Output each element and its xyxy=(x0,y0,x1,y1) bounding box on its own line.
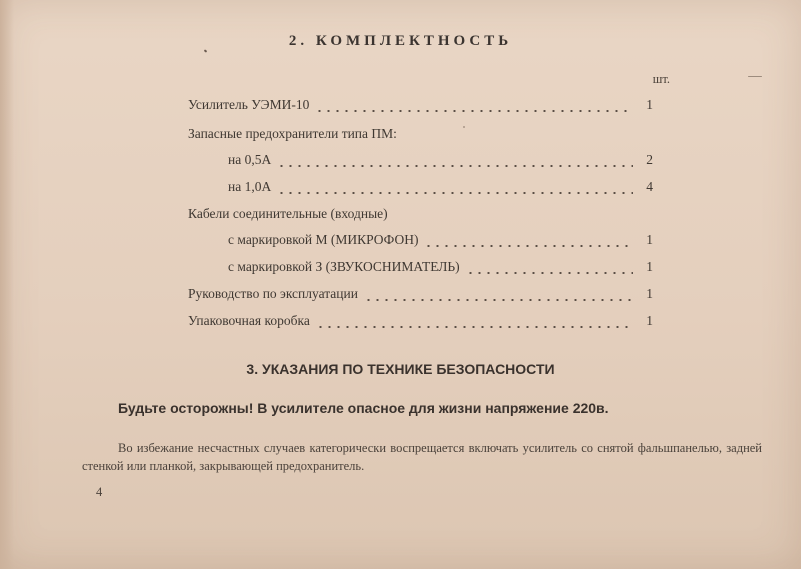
group-heading-fuses: Запасные предохранители типа ПМ: xyxy=(188,126,397,141)
item-label: Руководство по эксплуатации xyxy=(188,286,358,301)
item-qty: 1 xyxy=(646,313,653,328)
list-item xyxy=(188,313,653,333)
safety-paragraph: Во избежание несчастных случаев категорически воспрещается включать усилитель со снятой фальшпанелью, задней стенкой или планкой, закрывающей предохранитель. xyxy=(82,441,762,473)
item-label: на 0,5А xyxy=(228,152,272,167)
list-item xyxy=(228,179,653,199)
dot-leader xyxy=(277,192,633,194)
page-edge-shadow xyxy=(0,0,14,569)
section-title-safety: 3. УКАЗАНИЯ ПО ТЕХНИКЕ БЕЗОПАСНОСТИ xyxy=(246,361,555,377)
item-label: с маркировкой З (ЗВУКОСНИМАТЕЛЬ) xyxy=(228,259,460,274)
section-title-completeness: 2. КОМПЛЕКТНОСТЬ xyxy=(288,33,513,49)
list-item xyxy=(228,259,653,279)
dot-leader xyxy=(277,165,633,167)
paper-speck xyxy=(463,126,465,128)
dot-leader xyxy=(316,326,633,328)
item-label: с маркировкой М (МИКРОФОН) xyxy=(228,232,419,247)
safety-warning: Будьте осторожны! В усилителе опасное для жизни напряжение 220в. xyxy=(118,400,609,416)
dot-leader xyxy=(315,110,633,112)
list-item xyxy=(228,232,653,252)
paper-speck xyxy=(748,76,762,77)
item-qty: 1 xyxy=(646,97,653,112)
dot-leader xyxy=(364,299,633,301)
list-item xyxy=(188,286,653,306)
item-label: Упаковочная коробка xyxy=(188,313,310,328)
paper-speck xyxy=(204,49,208,52)
item-qty: 2 xyxy=(646,152,653,167)
item-label: на 1,0А xyxy=(228,179,272,194)
list-item xyxy=(228,152,653,172)
group-heading-cables: Кабели соединительные (входные) xyxy=(188,206,388,221)
item-qty: 1 xyxy=(646,286,653,301)
item-qty: 4 xyxy=(646,179,653,194)
quantity-unit-header: шт. xyxy=(652,72,670,86)
item-qty: 1 xyxy=(646,259,653,274)
dot-leader xyxy=(466,272,633,274)
item-qty: 1 xyxy=(646,232,653,247)
item-label: Усилитель УЭМИ-10 xyxy=(188,97,310,112)
list-item xyxy=(188,97,653,117)
dot-leader xyxy=(424,245,633,247)
page-number: 4 xyxy=(96,485,103,499)
